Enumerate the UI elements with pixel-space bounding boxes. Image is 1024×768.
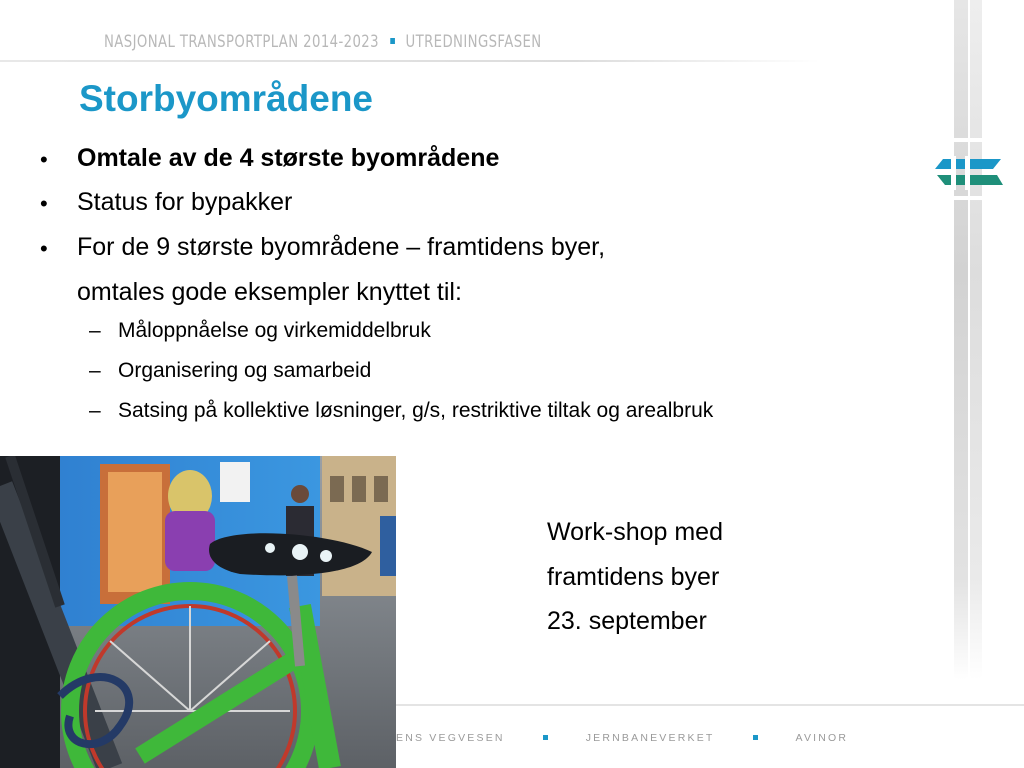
sub-bullet-2: Organisering og samarbeid bbox=[118, 359, 372, 382]
bullet-item-2: Status for bypakker bbox=[77, 188, 293, 216]
header-phase: UTREDNINGSFASEN bbox=[405, 32, 542, 52]
header-separator-icon bbox=[390, 38, 395, 44]
dash-icon: – bbox=[89, 399, 101, 422]
footer-separator-icon bbox=[543, 735, 548, 740]
footer-separator-icon bbox=[753, 735, 758, 740]
sub-bullet-1: Måloppnåelse og virkemiddelbruk bbox=[118, 319, 431, 342]
header-title bbox=[104, 32, 542, 52]
footer-org-jernbaneverket: JERNBANEVERKET bbox=[585, 732, 715, 744]
bullet-item-1: Omtale av de 4 største byområdene bbox=[77, 144, 500, 172]
header-divider bbox=[0, 60, 820, 62]
header-plan: NASJONAL TRANSPORTPLAN 2014-2023 bbox=[104, 32, 379, 52]
ntp-logo-icon bbox=[935, 156, 1003, 190]
footer-org-avinor: AVINOR bbox=[795, 732, 849, 744]
footer-org-vegvesen: ENS VEGVESEN bbox=[396, 732, 505, 744]
footer-divider bbox=[396, 704, 1024, 706]
workshop-line-3: 23. september bbox=[547, 607, 707, 635]
bullet-icon: • bbox=[40, 191, 48, 216]
workshop-line-2: framtidens byer bbox=[547, 563, 720, 591]
dash-icon: – bbox=[89, 359, 101, 382]
footer-organizations bbox=[396, 732, 848, 744]
bullet-icon: • bbox=[40, 147, 48, 172]
bicycle-photo bbox=[0, 456, 396, 768]
page-title: Storbyområdene bbox=[79, 78, 374, 119]
workshop-line-1: Work-shop med bbox=[547, 518, 723, 546]
bullet-item-3: For de 9 største byområdene – framtidens byer, bbox=[77, 233, 606, 261]
sub-bullet-3: Satsing på kollektive løsninger, g/s, restriktive tiltak og arealbruk bbox=[118, 399, 714, 422]
dash-icon: – bbox=[89, 319, 101, 342]
bullet-item-3-continued: omtales gode eksempler knyttet til: bbox=[77, 278, 462, 306]
decorative-rail bbox=[948, 0, 988, 680]
bullet-icon: • bbox=[40, 236, 48, 261]
